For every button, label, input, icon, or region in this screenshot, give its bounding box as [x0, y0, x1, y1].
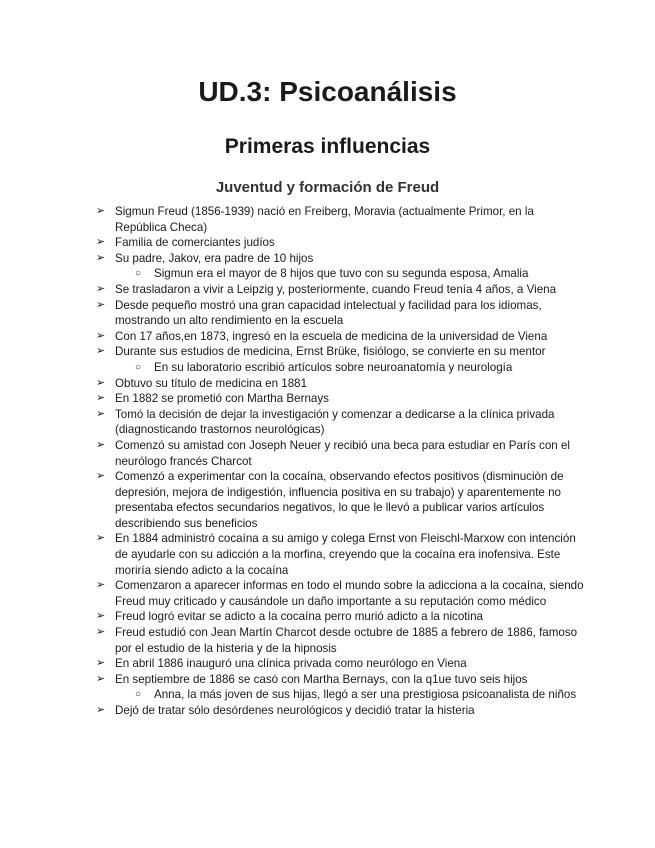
list-item: [0, 656, 655, 672]
arrow-bullet-icon: ➢: [96, 282, 106, 295]
list-item-text: Comenzaron a aparecer informas en todo el mundo sobre la adicciona a la cocaína, siendo Freud muy criticado y causándole un daño importante a su reputación como médico: [115, 579, 584, 608]
arrow-bullet-icon: ➢: [96, 470, 106, 483]
list-item: [0, 609, 655, 625]
list-item-text: Sigmun era el mayor de 8 hijos que tuvo con su segunda esposa, Amalia: [154, 267, 529, 281]
list-item-text: Dejó de tratar sólo desórdenes neurológicos y decidió tratar la histeria: [115, 704, 475, 717]
list-item-text: Tomó la decisión de dejar la investigación y comenzar a dedicarse a la clínica privada (diagnosticando trastornos neurológicas): [115, 407, 555, 437]
list-item: [0, 672, 655, 688]
arrow-bullet-icon: ➢: [96, 610, 106, 623]
list-item: [0, 344, 655, 360]
list-item: [0, 329, 655, 345]
bullet-list: [0, 204, 655, 719]
arrow-bullet-icon: ➢: [96, 298, 106, 311]
list-item: [0, 578, 655, 609]
list-item: [0, 469, 655, 531]
list-item-text: Familia de comerciantes judíos: [115, 236, 275, 250]
list-item-text: En 1884 administró cocaína a su amigo y colega Ernst von Fleischl-Marxow con intención de ayudarle con su adicción a la morfina, creyendo que la cocaína era inofensiva. Este moriría siendo adicto a la cocaína: [115, 532, 576, 577]
arrow-bullet-icon: ➢: [96, 376, 106, 389]
list-item: [0, 407, 655, 438]
list-item: [0, 625, 655, 656]
list-item: [0, 531, 655, 578]
list-item: [0, 298, 655, 329]
list-item-text: Comenzó a experimentar con la cocaína, observando efectos positivos (disminuciòn de depresión, mejora de indigestión, influencia positiva en su trabajo) y aparentemente no presentaba efectos secundarios negativos, lo que le llevó a publicar varios artículos describiendo sus beneficios: [115, 470, 564, 530]
list-item-text: Durante sus estudios de medicina, Ernst Brüke, fisiólogo, se convierte en su mentor: [115, 345, 546, 359]
list-item-text: Sigmun Freud (1856-1939) nació en Freiberg, Moravia (actualmente Primor, en la República Checa): [115, 205, 534, 234]
document-subtitle: Primeras influencias: [224, 135, 431, 158]
arrow-bullet-icon: ➢: [96, 626, 106, 639]
list-item-text: Freud logró evitar se adicto a la cocaína perro murió adicto a la nicotina: [115, 610, 483, 624]
arrow-bullet-icon: ➢: [96, 579, 106, 592]
arrow-bullet-icon: ➢: [96, 251, 106, 264]
circle-bullet-icon: ○: [135, 361, 142, 373]
arrow-bullet-icon: ➢: [96, 407, 106, 420]
sub-list-item: [0, 360, 655, 376]
list-item-text: Con 17 años,en 1873, ingresó en la escuela de medicina de la universidad de Viena: [115, 329, 548, 343]
section-heading: Juventud y formación de Freud: [215, 179, 440, 196]
list-item: [0, 703, 655, 719]
document-title: UD.3: Psicoanálisis: [198, 76, 457, 107]
arrow-bullet-icon: ➢: [96, 532, 106, 545]
sub-list-item: [0, 266, 655, 282]
list-item: [0, 204, 655, 235]
circle-bullet-icon: ○: [135, 689, 142, 701]
list-item: [0, 235, 655, 251]
list-item-text: En su laboratorio escribió artículos sobre neuroanatomía y neurología: [154, 360, 513, 374]
list-item-text: Freud estudió con Jean Martín Charcot desde octubre de 1885 a febrero de 1886, famoso por el estudio de la histeria y de la hipnosis: [115, 626, 578, 655]
arrow-bullet-icon: ➢: [96, 205, 106, 217]
arrow-bullet-icon: ➢: [96, 672, 106, 685]
arrow-bullet-icon: ➢: [96, 438, 106, 451]
list-item: [0, 251, 655, 267]
list-item-text: En abril 1886 inauguró una clínica privada como neurólogo en Viena: [115, 657, 467, 671]
list-item-text: Su padre, Jakov, era padre de 10 hijos: [115, 251, 314, 265]
arrow-bullet-icon: ➢: [96, 345, 106, 358]
list-item: [0, 391, 655, 407]
list-item-text: Anna, la más joven de sus hijas, llegó a ser una prestigiosa psicoanalista de niños: [154, 688, 577, 702]
list-item: [0, 438, 655, 469]
list-item-text: En 1882 se prometió con Martha Bernays: [115, 392, 329, 406]
list-item: [0, 282, 655, 298]
arrow-bullet-icon: ➢: [96, 329, 106, 342]
arrow-bullet-icon: ➢: [96, 236, 106, 249]
arrow-bullet-icon: ➢: [96, 392, 106, 405]
list-item-text: Comenzó su amistad con Joseph Neuer y recibió una beca para estudiar en París con el neurólogo francés Charcot: [115, 438, 570, 468]
list-item-text: Obtuvo su título de medicina en 1881: [115, 376, 308, 390]
sub-list-item: [0, 687, 655, 703]
list-item-text: Se trasladaron a vivir a Leipzig y, posteriormente, cuando Freud tenía 4 años, a Viena: [115, 282, 557, 296]
list-item: [0, 376, 655, 392]
circle-bullet-icon: ○: [135, 268, 142, 280]
arrow-bullet-icon: ➢: [96, 704, 106, 716]
list-item-text: Desde pequeño mostró una gran capacidad intelectual y facilidad para los idiomas, mostrando un alto rendimiento en la escuela: [115, 298, 542, 328]
list-item-text: En septiembre de 1886 se casó con Martha Bernays, con la q1ue tuvo seis hijos: [115, 672, 528, 686]
arrow-bullet-icon: ➢: [96, 657, 106, 670]
